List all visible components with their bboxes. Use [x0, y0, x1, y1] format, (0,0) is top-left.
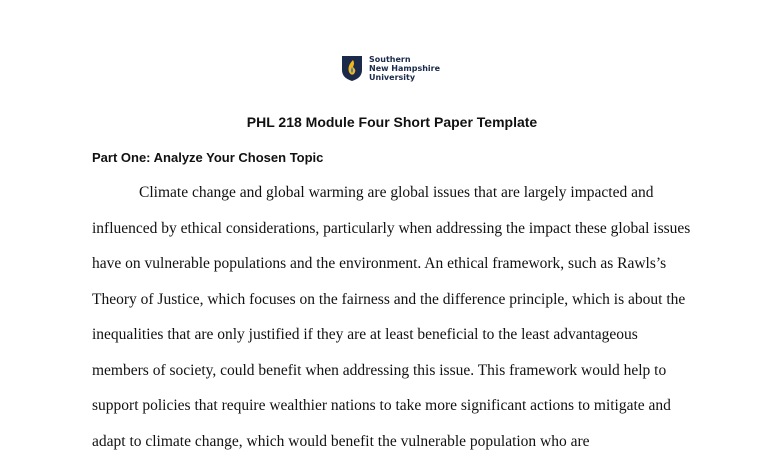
shield-flame-icon	[341, 55, 363, 82]
paragraph-line: adapt to climate change, which would benefit the vulnerable population who are	[92, 432, 690, 467]
section-heading: Part One: Analyze Your Chosen Topic	[92, 150, 323, 165]
body-paragraph	[92, 183, 690, 467]
paragraph-line: have on vulnerable populations and the environment. An ethical framework, such as Rawls’s	[92, 254, 690, 290]
logo-line: Southern	[369, 55, 440, 64]
logo-line: New Hampshire	[369, 64, 440, 73]
paragraph-line: members of society, could benefit when addressing this issue. This framework would help to	[92, 361, 690, 397]
university-logo	[341, 55, 440, 82]
paragraph-line: influenced by ethical considerations, particularly when addressing the impact these global issues	[92, 219, 690, 255]
paragraph-line: Climate change and global warming are global issues that are largely impacted and	[92, 183, 690, 219]
paragraph-line: Theory of Justice, which focuses on the fairness and the difference principle, which is about the	[92, 290, 690, 326]
logo-wordmark	[369, 55, 440, 82]
document-title: PHL 218 Module Four Short Paper Template	[0, 114, 784, 130]
logo-line: University	[369, 73, 440, 82]
paragraph-line: support policies that require wealthier nations to take more significant actions to mitigate and	[92, 396, 690, 432]
paragraph-line: inequalities that are only justified if they are at least beneficial to the least advantageous	[92, 325, 690, 361]
